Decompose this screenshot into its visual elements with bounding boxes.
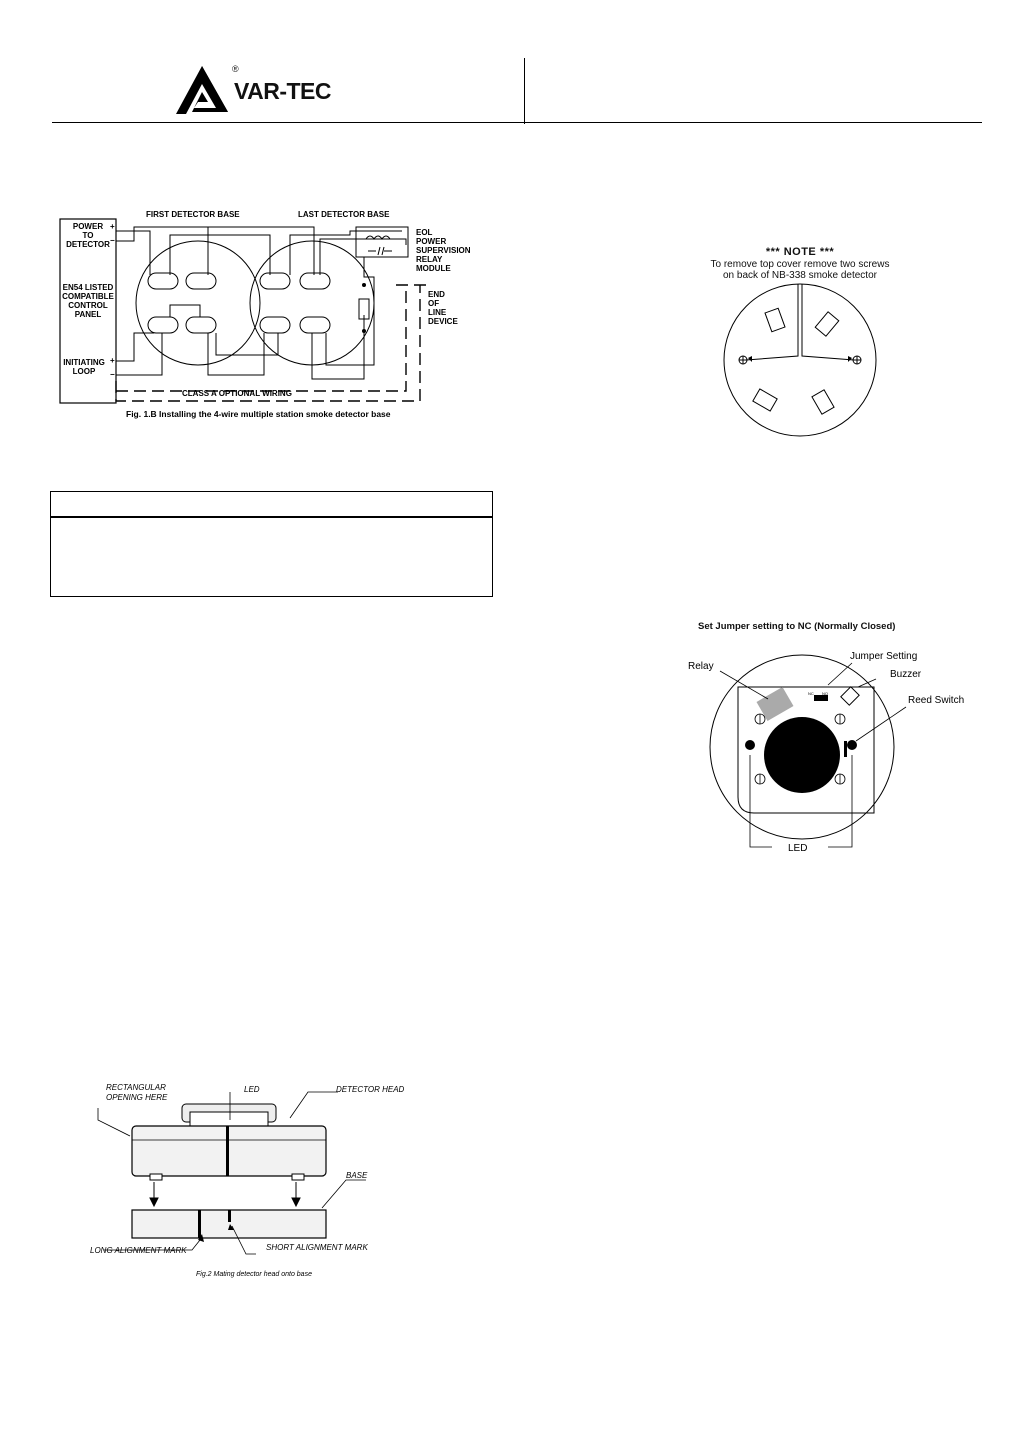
note-title: *** NOTE *** bbox=[765, 246, 835, 258]
panel-name-line4: PANEL bbox=[74, 310, 102, 319]
loop-minus: − bbox=[110, 370, 115, 379]
base-label: BASE bbox=[346, 1171, 368, 1180]
panel-name-line1: EN54 LISTED bbox=[62, 283, 114, 292]
panel-name-line3: CONTROL bbox=[68, 301, 108, 310]
header-rule bbox=[52, 122, 982, 123]
eol-line4: RELAY bbox=[416, 255, 443, 264]
panel-loop-line1: INITIATING bbox=[63, 358, 105, 367]
rect-opening-line2: OPENING HERE bbox=[106, 1093, 168, 1102]
panel-power-line1: POWER bbox=[72, 222, 104, 231]
page-header bbox=[0, 0, 1022, 130]
eol-device-line1: END bbox=[428, 290, 445, 299]
note-line-2: on back of NB-338 smoke detector bbox=[723, 270, 877, 281]
power-minus: − bbox=[110, 236, 115, 245]
relay-label: Relay bbox=[688, 661, 714, 672]
fig1b-caption: Fig. 1.B Installing the 4-wire multiple station smoke detector base bbox=[126, 409, 391, 419]
fig2-led-label: LED bbox=[244, 1085, 260, 1094]
eol-device-line2: OF bbox=[428, 299, 440, 308]
header-divider bbox=[524, 58, 525, 124]
panel-power-line3: DETECTOR bbox=[66, 240, 110, 249]
panel-loop-line2: LOOP bbox=[72, 367, 96, 376]
mating-diagram-fig2 bbox=[90, 1080, 420, 1282]
eol-line2: POWER bbox=[416, 237, 447, 246]
long-mark-label: LONG ALIGNMENT MARK bbox=[90, 1246, 187, 1255]
note-table-header bbox=[51, 492, 492, 518]
note-line-1: To remove top cover remove two screws bbox=[710, 259, 890, 270]
led-right bbox=[847, 740, 857, 750]
registered-mark: ® bbox=[232, 64, 239, 74]
fig2-caption: Fig.2 Mating detector head onto base bbox=[196, 1271, 312, 1278]
no-label: NO bbox=[822, 691, 828, 696]
loop-plus: + bbox=[110, 356, 115, 365]
class-a-label: CLASS A OPTIONAL WIRING bbox=[182, 389, 292, 398]
buzzer-label: Buzzer bbox=[890, 669, 922, 680]
panel-name-line2: COMPATIBLE bbox=[62, 292, 114, 301]
eol-device-line3: LINE bbox=[428, 308, 447, 317]
eol-device-line4: DEVICE bbox=[428, 317, 458, 326]
led-label: LED bbox=[788, 843, 808, 854]
led-left bbox=[745, 740, 755, 750]
eol-line5: MODULE bbox=[416, 264, 451, 273]
reed-switch-label: Reed Switch bbox=[908, 695, 965, 706]
wiring-diagram-fig1b bbox=[50, 205, 490, 425]
eol-line3: SUPERVISION bbox=[416, 246, 471, 255]
jumper-title: Set Jumper setting to NC (Normally Closed) bbox=[698, 621, 896, 632]
jumper-diagram bbox=[680, 645, 980, 855]
first-base-label: FIRST DETECTOR BASE bbox=[146, 210, 240, 219]
buzzer-block bbox=[841, 687, 859, 705]
jumper-setting-label: Jumper Setting bbox=[850, 651, 918, 662]
eol-line1: EOL bbox=[416, 228, 433, 237]
sensor-chamber bbox=[764, 717, 840, 793]
power-plus: + bbox=[110, 222, 115, 231]
detector-back-diagram bbox=[720, 280, 880, 440]
brand-name: VAR-TEC bbox=[234, 78, 332, 104]
last-base-label: LAST DETECTOR BASE bbox=[298, 210, 390, 219]
detector-head-label: DETECTOR HEAD bbox=[336, 1085, 405, 1094]
nc-label: NC bbox=[808, 691, 814, 696]
note-table bbox=[50, 491, 493, 597]
panel-power-line2: TO bbox=[82, 231, 94, 240]
short-mark-label: SHORT ALIGNMENT MARK bbox=[266, 1243, 368, 1252]
rect-opening-line1: RECTANGULAR bbox=[106, 1083, 166, 1092]
relay-block bbox=[757, 687, 794, 721]
first-detector-base bbox=[136, 241, 260, 365]
